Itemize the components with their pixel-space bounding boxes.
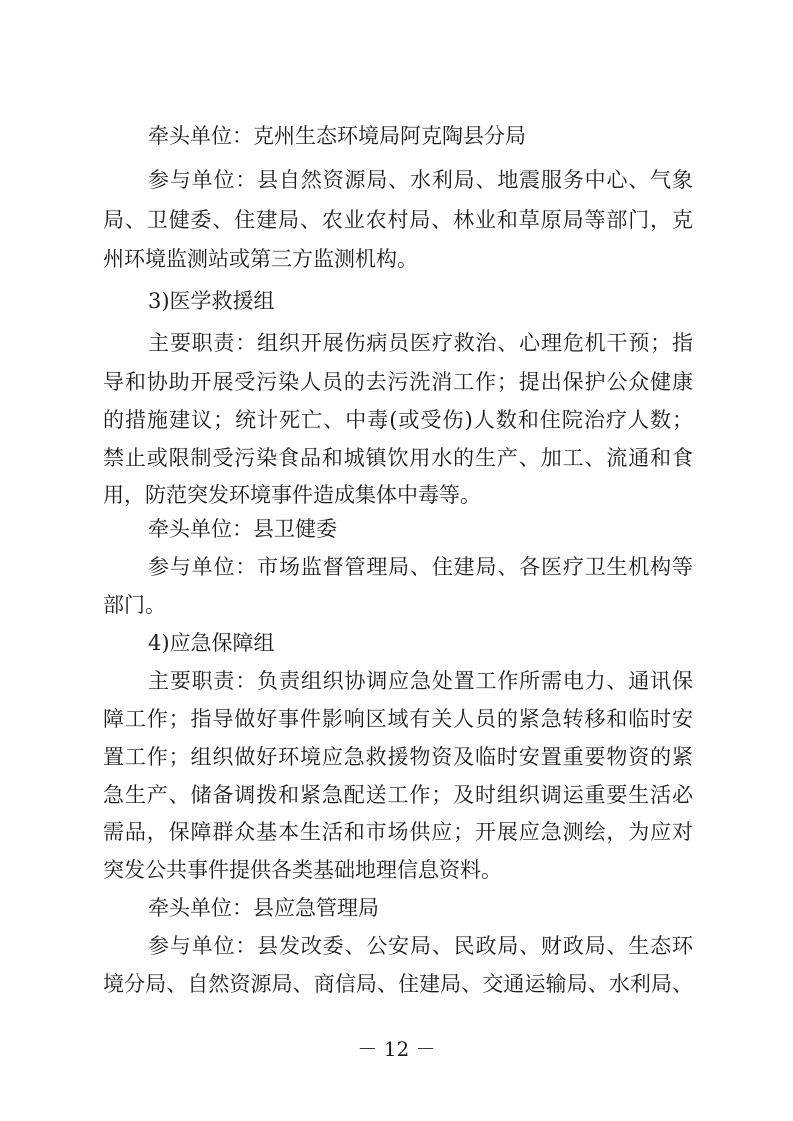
text-line-participants-ecology-3: 州环境监测站或第三方监测机构。: [103, 247, 418, 271]
text-line-medical-duties-2: 导和协助开展受污染人员的去污洗消工作；提出保护公众健康: [103, 370, 693, 394]
text-line-lead-unit-emergency: 牵头单位：县应急管理局: [148, 896, 379, 920]
text-line-support-duties-3: 置工作；组织做好环境应急救援物资及临时安置重要物资的紧: [103, 745, 693, 769]
text-line-medical-duties-4: 禁止或限制受污染食品和城镇饮用水的生产、加工、流通和食: [103, 446, 693, 470]
text-line-medical-duties-3: 的措施建议；统计死亡、中毒(或受伤)人数和住院治疗人数；: [103, 408, 693, 432]
section-heading-emergency-support: 4)应急保障组: [148, 631, 275, 655]
text-line-participants-health-2: 部门。: [103, 593, 166, 617]
text-line-support-duties-5: 需品，保障群众基本生活和市场供应；开展应急测绘，为应对: [103, 820, 693, 844]
text-line-medical-duties-1: 主要职责：组织开展伤病员医疗救治、心理危机干预；指: [148, 331, 693, 355]
text-line-support-duties-6: 突发公共事件提供各类基础地理信息资料。: [103, 858, 502, 882]
text-line-participants-emergency-2: 境分局、自然资源局、商信局、住建局、交通运输局、水利局、: [103, 972, 693, 996]
section-heading-medical-rescue: 3)医学救援组: [148, 289, 275, 313]
text-line-participants-health-1: 参与单位：市场监督管理局、住建局、各医疗卫生机构等: [148, 555, 693, 579]
text-line-participants-ecology-2: 局、卫健委、住建局、农业农村局、林业和草原局等部门，克: [103, 208, 693, 232]
text-line-support-duties-1: 主要职责：负责组织协调应急处置工作所需电力、通讯保: [148, 669, 693, 693]
text-line-medical-duties-5: 用，防范突发环境事件造成集体中毒等。: [103, 483, 481, 507]
text-line-participants-emergency-1: 参与单位：县发改委、公安局、民政局、财政局、生态环: [148, 934, 693, 958]
text-line-lead-unit-health: 牵头单位：县卫健委: [148, 517, 337, 541]
page-number: － 12 －: [357, 1037, 436, 1061]
text-line-participants-ecology-1: 参与单位：县自然资源局、水利局、地震服务中心、气象: [148, 168, 693, 192]
text-line-support-duties-2: 障工作；指导做好事件影响区域有关人员的紧急转移和临时安: [103, 707, 693, 731]
text-line-lead-unit-ecology: 牵头单位：克州生态环境局阿克陶县分局: [148, 124, 526, 148]
text-line-support-duties-4: 急生产、储备调拨和紧急配送工作；及时组织调运重要生活必: [103, 783, 693, 807]
